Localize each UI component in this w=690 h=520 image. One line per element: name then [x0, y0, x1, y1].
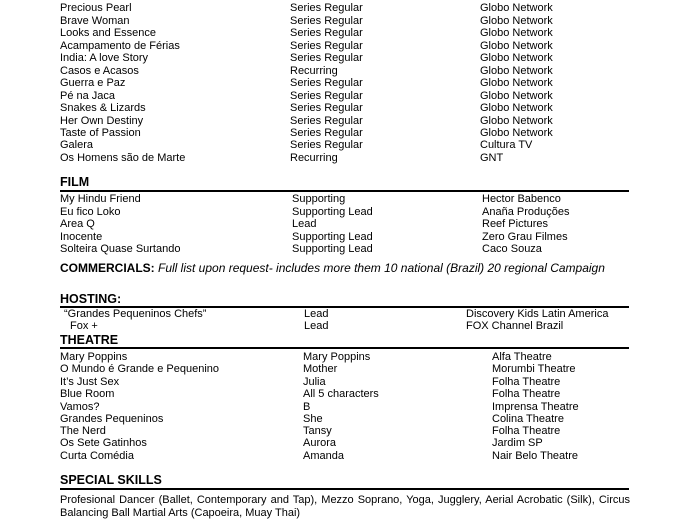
theatre-role: B — [303, 401, 311, 413]
tv-network: Globo Network — [480, 65, 553, 77]
theatre-title: Vamos? — [60, 401, 100, 413]
film-company: Hector Babenco — [482, 193, 561, 205]
tv-network: Globo Network — [480, 127, 553, 139]
theatre-title: The Nerd — [60, 425, 106, 437]
tv-network: Globo Network — [480, 2, 553, 14]
tv-row — [0, 77, 690, 90]
theatre-title: Blue Room — [60, 388, 115, 400]
tv-title: Snakes & Lizards — [60, 102, 146, 114]
tv-row — [0, 2, 690, 15]
theatre-title: Mary Poppins — [60, 351, 128, 363]
theatre-venue: Imprensa Theatre — [492, 401, 579, 413]
theatre-venue: Morumbi Theatre — [492, 363, 576, 375]
tv-role: Series Regular — [290, 127, 363, 139]
hosting-role: Lead — [304, 320, 329, 332]
commercials-text: Full list upon request- includes more them 10 national (Brazil) 20 regional Campaign — [154, 261, 605, 275]
theatre-row — [0, 388, 690, 401]
tv-network: Globo Network — [480, 115, 553, 127]
tv-network: GNT — [480, 152, 504, 164]
skills-heading: SPECIAL SKILLS — [60, 473, 162, 487]
theatre-role: Mother — [303, 363, 338, 375]
tv-row — [0, 52, 690, 65]
hosting-title: Fox + — [70, 320, 98, 332]
film-row — [0, 243, 690, 256]
theatre-venue: Colina Theatre — [492, 413, 564, 425]
film-role: Supporting Lead — [292, 231, 373, 243]
theatre-venue: Nair Belo Theatre — [492, 450, 579, 462]
film-title: Solteira Quase Surtando — [60, 243, 181, 255]
tv-network: Globo Network — [480, 15, 553, 27]
theatre-venue: Alfa Theatre — [492, 351, 552, 363]
tv-role: Series Regular — [290, 102, 363, 114]
theatre-title: It’s Just Sex — [60, 376, 120, 388]
film-company: Zero Grau Filmes — [482, 231, 568, 243]
hosting-role: Lead — [304, 308, 329, 320]
commercials-line — [60, 261, 605, 275]
tv-title: Galera — [60, 139, 94, 151]
tv-title: Taste of Passion — [60, 127, 141, 139]
tv-title: Guerra e Paz — [60, 77, 126, 89]
tv-network: Globo Network — [480, 90, 553, 102]
tv-row — [0, 27, 690, 40]
theatre-row — [0, 437, 690, 450]
theatre-title: Curta Comédia — [60, 450, 134, 462]
film-divider — [60, 190, 629, 192]
theatre-venue: Folha Theatre — [492, 388, 561, 400]
tv-title: Her Own Destiny — [60, 115, 144, 127]
skills-divider — [60, 488, 629, 490]
tv-role: Recurring — [290, 65, 338, 77]
tv-role: Series Regular — [290, 27, 363, 39]
film-role: Supporting Lead — [292, 206, 373, 218]
tv-row — [0, 139, 690, 152]
tv-role: Series Regular — [290, 52, 363, 64]
theatre-venue: Folha Theatre — [492, 425, 561, 437]
tv-network: Globo Network — [480, 52, 553, 64]
hosting-heading: HOSTING: — [60, 292, 122, 306]
hosting-network: Discovery Kids Latin America — [466, 308, 609, 320]
tv-row — [0, 152, 690, 165]
tv-title: Precious Pearl — [60, 2, 132, 14]
theatre-divider — [60, 347, 629, 349]
theatre-row — [0, 450, 690, 463]
hosting-network: FOX Channel Brazil — [466, 320, 564, 332]
tv-role: Series Regular — [290, 2, 363, 14]
tv-network: Globo Network — [480, 77, 553, 89]
tv-title: Casos e Acasos — [60, 65, 139, 77]
film-title: Eu fico Loko — [60, 206, 121, 218]
tv-title: Acampamento de Férias — [60, 40, 180, 52]
tv-row — [0, 102, 690, 115]
film-heading: FILM — [60, 175, 90, 189]
film-row — [0, 218, 690, 231]
theatre-role: Aurora — [303, 437, 337, 449]
film-company: Anaña Produções — [482, 206, 570, 218]
tv-title: Os Homens são de Marte — [60, 152, 186, 164]
theatre-title: Os Sete Gatinhos — [60, 437, 147, 449]
tv-title: Brave Woman — [60, 15, 130, 27]
hosting-row — [0, 320, 690, 333]
tv-role: Recurring — [290, 152, 338, 164]
tv-network: Globo Network — [480, 40, 553, 52]
tv-network: Globo Network — [480, 27, 553, 39]
film-title: Area Q — [60, 218, 95, 230]
tv-title: Pé na Jaca — [60, 90, 116, 102]
tv-title: India: A love Story — [60, 52, 149, 64]
theatre-title: Grandes Pequeninos — [60, 413, 164, 425]
hosting-title: “Grandes Pequeninos Chefs” — [64, 308, 207, 320]
theatre-row — [0, 363, 690, 376]
commercials-label: COMMERCIALS: — [60, 261, 155, 275]
theatre-role: Amanda — [303, 450, 344, 462]
theatre-venue: Folha Theatre — [492, 376, 561, 388]
theatre-title: O Mundo é Grande e Pequenino — [60, 363, 220, 375]
film-row — [0, 193, 690, 206]
film-role: Supporting — [292, 193, 346, 205]
theatre-role: Mary Poppins — [303, 351, 371, 363]
tv-role: Series Regular — [290, 139, 363, 151]
tv-network: Cultura TV — [480, 139, 533, 151]
film-title: My Hindu Friend — [60, 193, 141, 205]
tv-role: Series Regular — [290, 40, 363, 52]
film-title: Inocente — [60, 231, 103, 243]
film-company: Caco Souza — [482, 243, 542, 255]
theatre-role: All 5 characters — [303, 388, 379, 400]
theatre-role: Julia — [303, 376, 326, 388]
film-company: Reef Pictures — [482, 218, 549, 230]
tv-role: Series Regular — [290, 77, 363, 89]
theatre-venue: Jardim SP — [492, 437, 543, 449]
skills-text: Profesional Dancer (Ballet, Contemporary and Tap), Mezzo Soprano, Yoga, Jugglery, Aerial Acrobatic (Silk), Circus Balancing Ball Martial Arts (Capoeira, Muay Thai) — [60, 494, 630, 519]
theatre-heading: THEATRE — [60, 333, 119, 347]
film-role: Lead — [292, 218, 317, 230]
theatre-role: She — [303, 413, 323, 425]
film-role: Supporting Lead — [292, 243, 373, 255]
tv-role: Series Regular — [290, 90, 363, 102]
tv-network: Globo Network — [480, 102, 553, 114]
tv-title: Looks and Essence — [60, 27, 157, 39]
tv-role: Series Regular — [290, 15, 363, 27]
tv-role: Series Regular — [290, 115, 363, 127]
theatre-role: Tansy — [303, 425, 332, 437]
